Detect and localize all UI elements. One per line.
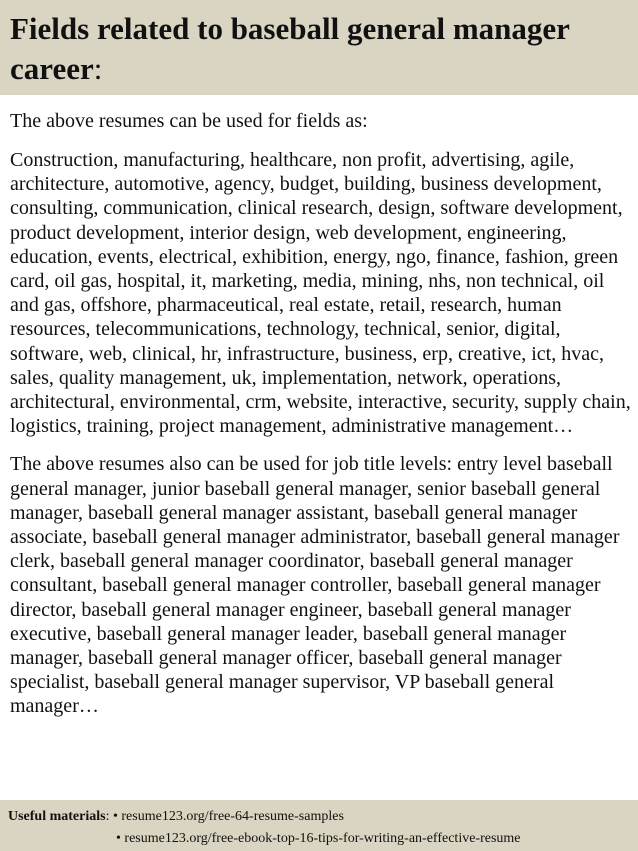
fields-paragraph: Construction, manufacturing, healthcare, non profit, advertising, agile, architecture, automotive, agency, budget, building, business development, consulting, communication, clinical research, design, software development, product development, interior design, web development, engineering, education, events, electrical, exhibition, energy, ngo, finance, fashion, green card, oil gas, hospital, it, marketing, media, mining, nhs, non technical, oil and gas, offshore, pharmaceutical, real estate, retail, research, human resources, telecommunications, technology, technical, senior, digital, software, web, clinical, hr, infrastructure, business, erp, creative, ict, hvac, sales, quality management, uk, implementation, network, operations, architectural, environmental, crm, website, interactive, security, supply chain, logistics, training, project management, administrative management… — [10, 149, 631, 438]
page-title-colon: : — [93, 51, 103, 86]
page-title — [10, 9, 628, 89]
bullet-icon: • — [112, 809, 118, 824]
useful-materials-label: Useful materials — [8, 809, 106, 824]
footer-banner — [0, 800, 638, 851]
header-banner — [0, 0, 638, 95]
footer-row-2 — [8, 828, 638, 850]
page-title-text: Fields related to baseball general manager career — [10, 11, 570, 86]
footer-link-resume-samples[interactable]: resume123.org/free-64-resume-samples — [121, 809, 344, 824]
intro-text: The above resumes can be used for fields as: — [10, 110, 368, 132]
footer-link-ebook-tips[interactable]: resume123.org/free-ebook-top-16-tips-for-writing-an-effective-resume — [124, 831, 521, 846]
footer-row-1 — [8, 806, 638, 828]
bullet-icon: • — [116, 831, 121, 846]
job-levels-paragraph: The above resumes also can be used for job title levels: entry level baseball general manager, junior baseball general manager, senior baseball general manager, baseball general manager assistant, baseball general manager associate, baseball general manager administrator, baseball general manager clerk, baseball general manager coordinator, baseball general manager consultant, baseball general manager controller, baseball general manager director, baseball general manager engineer, baseball general manager executive, baseball general manager leader, baseball general manager manager, baseball general manager officer, baseball general manager specialist, baseball general manager supervisor, VP baseball general manager… — [10, 453, 620, 718]
useful-materials-colon: : — [105, 809, 110, 824]
main-content — [10, 108, 634, 719]
